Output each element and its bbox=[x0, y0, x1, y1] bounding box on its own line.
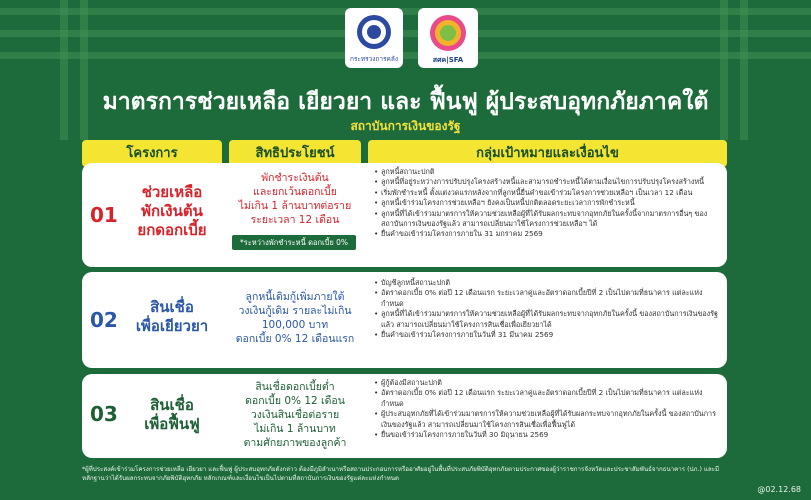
date-stamp: @02.12.68 bbox=[757, 485, 801, 494]
condition-item: • ลูกหนี้เข้าร่วมโครงการช่วยเหลือฯ ยังคงเป็นหนี้ปกติตลอดระยะเวลาการพักชำระหนี้ bbox=[374, 198, 724, 208]
condition-item: • ลูกหนี้สถานะปกติ bbox=[374, 167, 724, 177]
ministry-of-finance-logo bbox=[345, 8, 403, 68]
header-program: โครงการ bbox=[82, 140, 222, 167]
svg-text:สศค|SFA: สศค|SFA bbox=[432, 56, 464, 64]
condition-item: • ผู้กู้ต้องมีสถานะปกติ bbox=[374, 378, 724, 388]
condition-item: • ยื่นขอเข้าร่วมโครงการภายในวันที่ 30 มิถุนายน 2569 bbox=[374, 430, 724, 440]
condition-item: • ลูกหนี้ที่ได้เข้าร่วมมาตรการให้ความช่วยเหลือผู้ที่ได้รับผลกระทบจากอุทกภัยในครั้งนี้จากมาตรการอื่นๆ ของสถาบันการเงินของรัฐแล้ว สามารถเปลี่ยนมาใช้โครงการช่วยเหลือฯ ได้ bbox=[374, 209, 724, 230]
condition-item: • ผู้ประสบอุทกภัยที่ได้เข้าร่วมมาตรการให้ความช่วยเหลือผู้ที่ได้รับผลกระทบจากอุทกภัยในครั้งนี้ ของสถาบันการเงินของรัฐแล้ว สามารถเปลี่ยนมาใช้โครงการสินเชื่อเพื่อฟื้นฟูได้ bbox=[374, 409, 724, 430]
condition-item: • ยื่นคำขอเข้าร่วมโครงการภายในวันที่ 31 มีนาคม 2569 bbox=[374, 330, 724, 340]
condition-item: • ยื่นคำขอเข้าร่วมโครงการภายใน 31 มกราคม 2569 bbox=[374, 229, 724, 239]
program-number: 01 bbox=[90, 203, 118, 227]
program-benefit: สินเชื่อดอกเบี้ยต่ำ ดอกเบี้ย 0% 12 เดือน วงเงินสินเชื่อต่อราย ไม่เกิน 1 ล้านบาท ตามศักยภาพของลูกค้า bbox=[243, 381, 347, 449]
footnote: *ผู้ที่ประสงค์เข้าร่วมโครงการช่วยเหลือ เยียวยา และฟื้นฟู ผู้ประสบอุทกภัยดังกล่าว ต้องมีภูมิลำเนาหรือสถานประกอบการหรืออาศัยอยู่ในพื้นที่ประสบภัยพิบัติอุทกภัยตามประกาศของผู้ว่าราชการจังหวัดและประชาสัมพันธ์จากธนาคาร (ปภ.) และมีหลักฐานว่าได้รับผลกระทบจากภัยพิบัติอุทกภัย หลักเกณฑ์และเงื่อนไขเป็นไปตามที่สถาบันการเงินของรัฐแต่ละแห่งกำหนด bbox=[82, 466, 720, 482]
program-benefit: ลูกหนี้เดิมกู้เพิ่มภายใต้ วงเงินกู้เดิม รายละไม่เกิน 100,000 บาท ดอกเบี้ย 0% 12 เดือนแรก bbox=[235, 291, 355, 345]
program-benefit: พักชำระเงินต้น และยกเว้นดอกเบี้ย ไม่เกิน 1 ล้านบาทต่อราย ระยะเวลา 12 เดือน bbox=[238, 172, 352, 226]
condition-item: • บัญชีลูกหนี้สถานะปกติ bbox=[374, 278, 724, 288]
program-card-2 bbox=[82, 272, 727, 368]
condition-item: • อัตราดอกเบี้ย 0% ต่อปี 12 เดือนแรก ระยะเวลาคู่และอัตราดอกเบี้ยปีที่ 2 เป็นไปตามที่ธนาคาร แต่ละแห่งกำหนด bbox=[374, 288, 724, 309]
program-name: สินเชื่อ เพื่อฟื้นฟู bbox=[144, 396, 200, 433]
header-benefit: สิทธิประโยชน์ bbox=[229, 140, 361, 167]
program-conditions bbox=[374, 378, 724, 440]
condition-item: • ลูกหนี้ที่อยู่ระหว่างการปรับปรุงโครงสร้างหนี้และสามารถชำระหนี้ได้ตามเงื่อนไขการปรับปรุงโครงสร้างหนี้ bbox=[374, 177, 724, 187]
sfa-logo bbox=[418, 8, 478, 68]
condition-item: • ลูกหนี้ที่ได้เข้าร่วมมาตรการให้ความช่วยเหลือผู้ที่ได้รับผลกระทบจากอุทกภัยในครั้งนี้ ของสถาบันการเงินของรัฐแล้ว สามารถเปลี่ยนมาใช้โครงการสินเชื่อเพื่อเยียวยาได้ bbox=[374, 309, 724, 330]
program-name: ช่วยเหลือ พักเงินต้น ยกดอกเบี้ย bbox=[137, 183, 207, 239]
program-number: 03 bbox=[90, 402, 118, 426]
interest-badge: *ระหว่างพักชำระหนี้ ดอกเบี้ย 0% bbox=[232, 235, 356, 250]
logo-bar bbox=[0, 6, 811, 72]
program-name: สินเชื่อ เพื่อเยียวยา bbox=[135, 298, 209, 335]
program-number: 02 bbox=[90, 308, 118, 332]
condition-item: • อัตราดอกเบี้ย 0% ต่อปี 12 เดือนแรก ระยะเวลาคู่และอัตราดอกเบี้ยปีที่ 2 เป็นไปตามที่ธนาคาร แต่ละแห่งกำหนด bbox=[374, 388, 724, 409]
condition-item: • เริ่มพักชำระหนี้ ตั้งแต่งวดแรกหลังจากที่ลูกหนี้ยื่นคำขอเข้าร่วมโครงการช่วยเหลือฯ เป็นเวลา 12 เดือน bbox=[374, 188, 724, 198]
page-title: มาตรการช่วยเหลือ เยียวยา และ ฟื้นฟู ผู้ประสบอุทกภัยภาคใต้ bbox=[102, 89, 709, 115]
page-subtitle: สถาบันการเงินของรัฐ bbox=[350, 119, 461, 133]
program-conditions bbox=[374, 278, 724, 340]
program-card-1 bbox=[82, 163, 727, 267]
program-conditions bbox=[374, 167, 724, 240]
header-target: กลุ่มเป้าหมายและเงื่อนไข bbox=[368, 140, 727, 167]
program-card-3 bbox=[82, 374, 727, 458]
svg-text:กระทรวงการคลัง: กระทรวงการคลัง bbox=[349, 55, 399, 63]
